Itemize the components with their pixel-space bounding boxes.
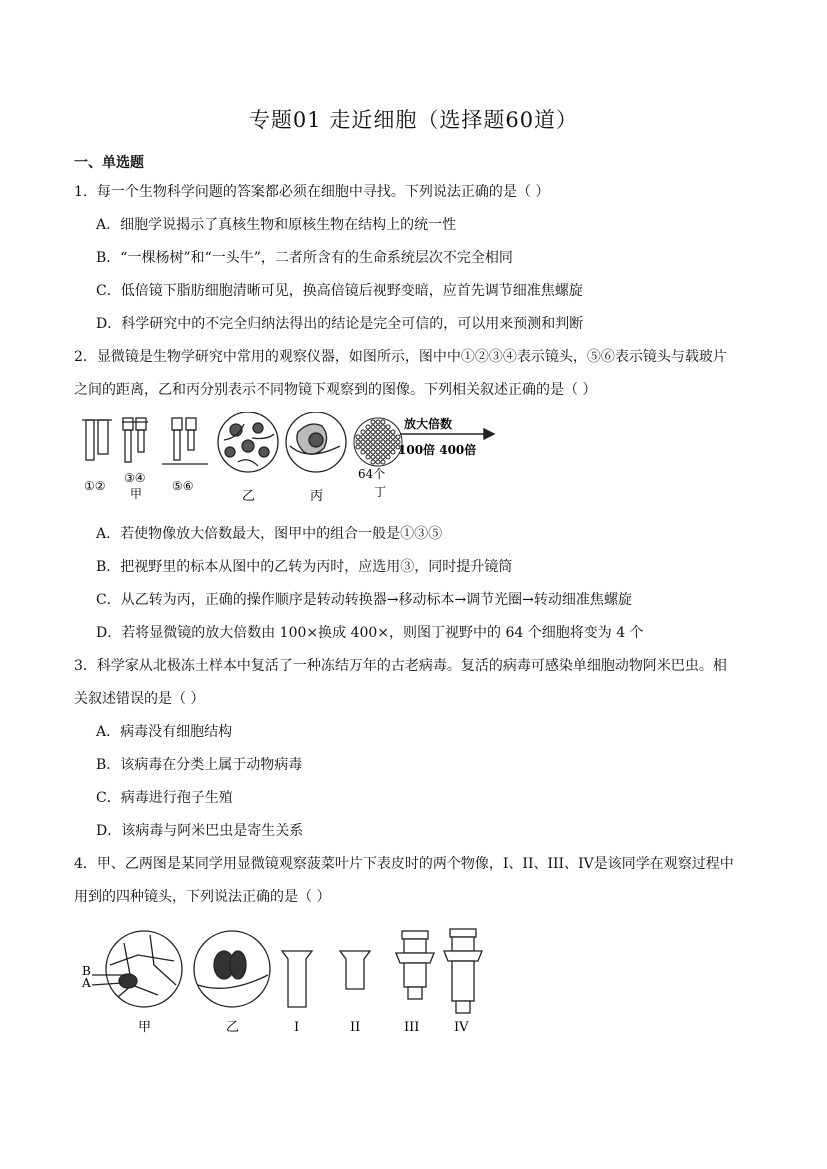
q2-microscope-figure bbox=[78, 412, 498, 508]
label-lens-ii: II bbox=[350, 1020, 361, 1035]
label-lens-i: I bbox=[294, 1020, 300, 1035]
label-magnification: 放大倍数 bbox=[404, 417, 453, 431]
q1-stem: 1．每一个生物科学问题的答案都必须在细胞中寻找。下列说法正确的是（ ） bbox=[74, 184, 550, 200]
label-lens-34: ③④ bbox=[124, 471, 146, 485]
q4-stem-line1: 4．甲、乙两图是某同学用显微镜观察菠菜叶片下表皮时的两个物像，I、II、III、IV是该同学在观察过程中 bbox=[74, 856, 734, 872]
q4-lens-figure bbox=[78, 925, 508, 1037]
label-a: A bbox=[82, 976, 91, 990]
q3-option-a: A．病毒没有细胞结构 bbox=[96, 724, 233, 740]
eyepiece-lens-i-icon bbox=[282, 951, 312, 1007]
q2-option-d: D．若将显微镜的放大倍数由 100×换成 400×，则图丁视野中的 64 个细胞将变为 4 个 bbox=[96, 625, 644, 641]
label-jia: 甲 bbox=[130, 487, 143, 501]
label-distance-56: ⑤⑥ bbox=[172, 479, 194, 493]
q3-option-d: D．该病毒与阿米巴虫是寄生关系 bbox=[96, 823, 304, 839]
label-ding: 丁 bbox=[374, 485, 387, 499]
q2-stem-line2: 之间的距离，乙和丙分别表示不同物镜下观察到的图像。下列相关叙述正确的是（ ） bbox=[74, 382, 597, 398]
label-lens-12: ①② bbox=[84, 479, 106, 493]
q3-stem-line1: 3．科学家从北极冻土样本中复活了一种冻结万年的古老病毒。复活的病毒可感染单细胞动物阿米巴虫。相 bbox=[74, 658, 727, 674]
q3-option-c: C．病毒进行孢子生殖 bbox=[96, 790, 233, 806]
q4-stem-line2: 用到的四种镜头，下列说法正确的是（ ） bbox=[74, 889, 331, 905]
q3-stem-line2: 关叙述错误的是（ ） bbox=[74, 691, 205, 707]
q3-option-b: B．该病毒在分类上属于动物病毒 bbox=[96, 757, 303, 773]
label-magnification-ratio: 100倍 400倍 bbox=[398, 443, 477, 457]
label-b: B bbox=[82, 964, 91, 978]
objective-lenses-icon bbox=[122, 418, 148, 462]
label-jia: 甲 bbox=[138, 1020, 152, 1035]
label-yi: 乙 bbox=[226, 1020, 240, 1035]
q2-option-c: C．从乙转为丙，正确的操作顺序是转动转换器→移动标本→调节光圈→转动细准焦螺旋 bbox=[96, 592, 632, 608]
q1-option-a: A．细胞学说揭示了真核生物和原核生物在结构上的统一性 bbox=[96, 217, 457, 233]
label-bing: 丙 bbox=[310, 489, 324, 504]
section-heading: 一、单选题 bbox=[74, 155, 144, 171]
q1-option-d: D．科学研究中的不完全归纳法得出的结论是完全可信的，可以用来预测和判断 bbox=[96, 316, 584, 332]
view-bing-icon bbox=[286, 412, 346, 472]
objective-distance-icon bbox=[162, 418, 208, 464]
view-ding-icon bbox=[354, 418, 402, 466]
q2-option-a: A．若使物像放大倍数最大，图甲中的组合一般是①③⑤ bbox=[96, 526, 443, 542]
q2-stem-line1: 2．显微镜是生物学研究中常用的观察仪器，如图所示，图中中①②③④表示镜头，⑤⑥表示镜头与载玻片 bbox=[74, 349, 727, 365]
eyepiece-lens-ii-icon bbox=[340, 951, 370, 989]
view-yi-icon bbox=[218, 412, 278, 472]
q2-option-b: B．把视野里的标本从图中的乙转为丙时，应选用③，同时提升镜筒 bbox=[96, 559, 513, 575]
label-lens-iii: III bbox=[404, 1020, 420, 1035]
label-lens-iv: IV bbox=[454, 1020, 469, 1035]
objective-lens-iv-icon bbox=[444, 929, 482, 1013]
eyepiece-lenses-icon bbox=[82, 420, 112, 460]
objective-lens-iii-icon bbox=[396, 931, 434, 999]
view-jia-icon bbox=[92, 931, 182, 1007]
view-yi-stoma-icon bbox=[194, 931, 270, 1007]
q1-option-b: B．“一棵杨树”和“一头牛”，二者所含有的生命系统层次不完全相同 bbox=[96, 250, 513, 266]
label-64-cells: 64个 bbox=[358, 467, 386, 481]
q1-option-c: C．低倍镜下脂肪细胞清晰可见，换高倍镜后视野变暗，应首先调节细准焦螺旋 bbox=[96, 283, 583, 299]
label-yi: 乙 bbox=[242, 489, 256, 504]
page-title: 专题01 走近细胞（选择题60道） bbox=[248, 108, 579, 132]
